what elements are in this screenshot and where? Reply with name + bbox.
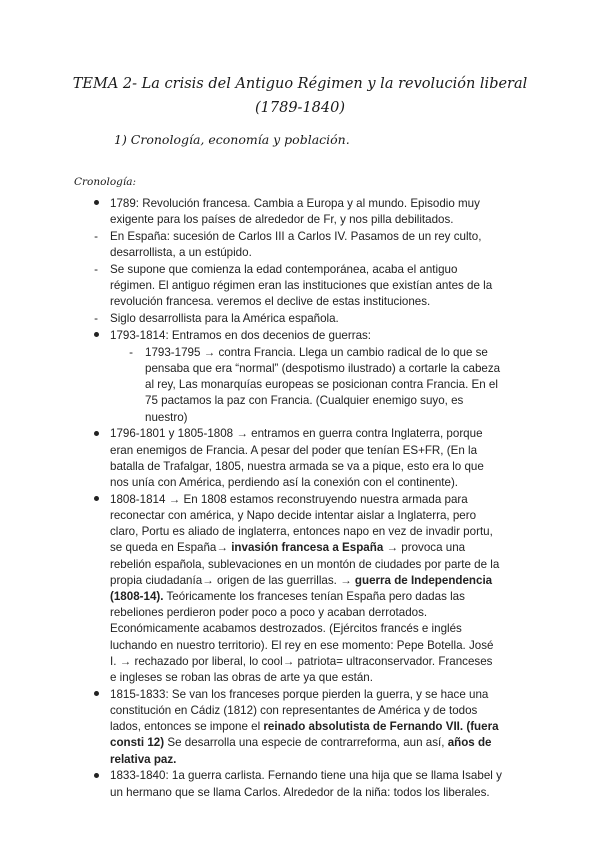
bullet-icon xyxy=(90,328,102,344)
section-label: Cronología: xyxy=(74,176,137,188)
dash-icon: - xyxy=(94,312,98,326)
dash-icon: - xyxy=(129,345,133,359)
item-text: 1796-1801 y 1805-1808 → entramos en guerra contra Inglaterra, porque eran enemigos de Francia. A pesar del poder que tenían ES+FR, (En la batalla de Trafalgar, 1805, nuestra armada se va a pique, esto era lo que nos unía con América, perdiendo así la conexión con el continente). xyxy=(110,427,484,490)
list-item xyxy=(0,345,502,426)
subtitle: 1) Cronología, economía y población. xyxy=(114,132,350,147)
item-text: 1833-1840: 1a guerra carlista. Fernando tiene una hija que se llama Isabel y un hermano que se llama Carlos. Alrededor de la niña: todos los liberales. xyxy=(110,769,502,799)
bullet-icon xyxy=(90,492,102,508)
list-item xyxy=(0,492,502,686)
list-item xyxy=(0,687,502,768)
bullet-icon xyxy=(90,768,102,784)
item-text: → provoca una rebelión española, sublevaciones en un montón de ciudades por parte de la propia ciudadanía→ origen de las guerrillas. → xyxy=(110,541,500,587)
list-item xyxy=(0,262,502,311)
item-text: En España: sucesión de Carlos III a Carlos IV. Pasamos de un rey culto, desarrollista, a un estúpido. xyxy=(110,230,482,260)
dash-icon: - xyxy=(94,263,98,276)
item-text: Teóricamente los franceses tenían España pero dadas las rebeliones perdieron poder poco a poco y acaban derrotados. Económicamente acabamos destrozados. (Ejércitos francés e inglés luchando en nuestro territorio). El rey en ese momento: Pepe Botella. José I. → rechazado por liberal, lo cool→ patriota= ultraconservador. Franceses e ingleses se roban las obras de arte ya que están. xyxy=(110,590,494,685)
bullet-icon xyxy=(90,687,102,703)
bold-text: guerra de Independencia (1808-14). xyxy=(110,573,493,604)
item-text: 1808-1814 → En 1808 estamos reconstruyendo nuestra armada para reconectar con américa, y Napo decide intentar aislar a Inglaterra, pero claro, Portu es aliado de inglaterra, entonces napo en vez de invadir portu, se queda en España→ xyxy=(110,492,493,555)
bold-text: invasión francesa a España xyxy=(231,541,384,555)
notes-list xyxy=(0,196,600,801)
item-text: Se supone que comienza la edad contemporánea, acaba el antiguo régimen. El antiguo régimen eran las instituciones que existían antes de la revolución francesa. veremos el declive de estas instituciones. xyxy=(110,263,493,309)
list-item xyxy=(0,328,502,344)
item-text: 1815-1833: Se van los franceses porque pierden la guerra, y se hace una constitución en Cádiz (1812) con representantes de América y de todos lados, entonces se impone el xyxy=(110,687,489,734)
item-text: 1793-1814: Entramos en dos decenios de guerras: xyxy=(110,329,372,342)
dash-icon: - xyxy=(94,230,98,243)
page-title-line-1: TEMA 2- La crisis del Antiguo Régimen y la revolución liberal xyxy=(72,76,528,92)
bullet-icon xyxy=(90,196,102,212)
list-item xyxy=(0,768,502,800)
list-item xyxy=(0,196,502,228)
list-item xyxy=(0,229,502,261)
bold-text: años de relativa paz. xyxy=(110,736,492,766)
list-item xyxy=(0,426,502,491)
page-title-line-2: (1789-1840) xyxy=(254,100,346,116)
item-text: Siglo desarrollista para la América española. xyxy=(110,312,339,326)
bullet-icon xyxy=(90,426,102,442)
list-item xyxy=(0,311,502,327)
item-text: Se desarrolla una especie de contrarreforma, aun así, xyxy=(164,736,448,750)
item-text: 1793-1795 → contra Francia. Llega un cambio radical de lo que se pensaba que era “normal” (despotismo ilustrado) a cortarle la cabeza al rey, Las monarquías europeas se posicionan contra Francia. En el 75 pactamos la paz con Francia. (Cualquier enemigo suyo, es nuestro) xyxy=(145,345,501,424)
bold-text: reinado absolutista de Fernando VII. (fuera consti 12) xyxy=(110,720,499,750)
item-text: 1789: Revolución francesa. Cambia a Europa y al mundo. Episodio muy exigente para los países de alrededor de Fr, y nos pilla debilitados. xyxy=(110,197,480,227)
